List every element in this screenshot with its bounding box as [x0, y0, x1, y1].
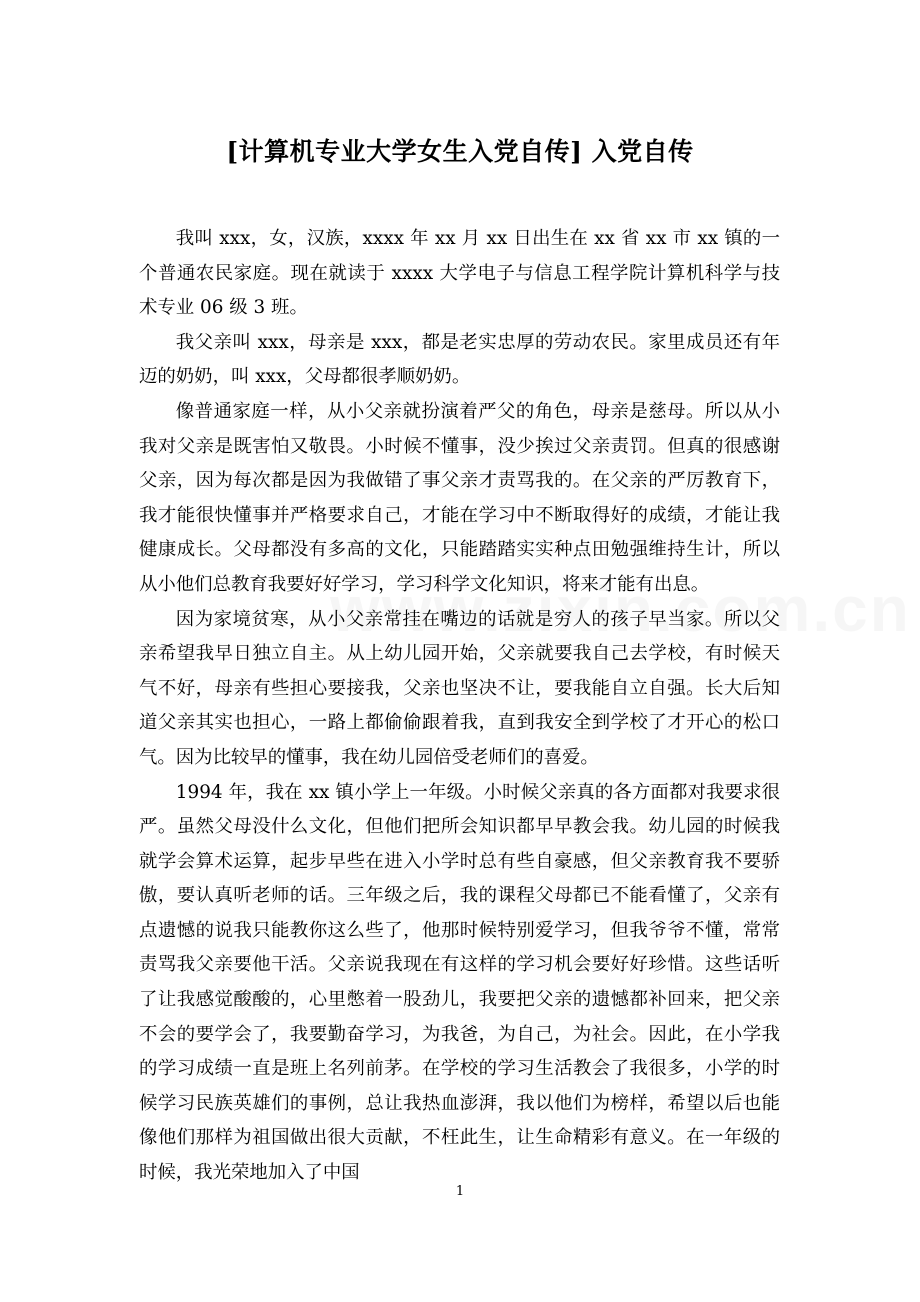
page-number: 1: [455, 1184, 465, 1199]
paragraph-3: 像普通家庭一样，从小父亲就扮演着严父的角色，母亲是慈母。所以从小我对父亲是既害怕又敬畏。小时候不懂事，没少挨过父亲责罚。但真的很感谢父亲，因为每次都是因为我做错了事父亲才责骂我的。在父亲的严厉教育下，我才能很快懂事并严格要求自己，才能在学习中不断取得好的成绩，才能让我健康成长。父母都没有多高的文化，只能踏踏实实种点田勉强维持生计，所以从小他们总教育我要好好学习，学习科学文化知识，将来才能有出息。: [139, 400, 780, 595]
paragraph-5: 1994 年，我在 xx 镇小学上一年级。小时候父亲真的各方面都对我要求很严。虽然父母没什么文化，但他们把所会知识都早早教会我。幼儿园的时候我就学会算术运算，起步早些在进入小学时总有些自豪感，但父亲教育我不要骄傲，要认真听老师的话。三年级之后，我的课程父母都已不能看懂了，父亲有点遗憾的说我只能教你这么些了，他那时候特别爱学习，但我爷爷不懂，常常责骂我父亲要他干活。父亲说我现在有这样的学习机会要好好珍惜。这些话听了让我感觉酸酸的，心里憋着一股劲儿，我要把父亲的遗憾都补回来，把父亲不会的要学会了，我要勤奋学习，为我爸，为自己，为社会。因此，在小学我的学习成绩一直是班上名列前茅。在学校的学习生活教会了我很多，小学的时候学习民族英雄们的事例，总让我热血澎湃，我以他们为榜样，希望以后也能像他们那样为祖国做出很大贡献，不枉此生，让生命精彩有意义。在一年级的时候，我光荣地加入了中国: [139, 781, 780, 1184]
document-title: [计算机专业大学女生入党自传] 入党自传: [226, 137, 694, 166]
document-body: [139, 222, 780, 1191]
paragraph-1: 我叫 xxx，女，汉族，xxxx 年 xx 月 xx 日出生在 xx 省 xx 市 xx 镇的一个普通农民家庭。现在就读于 xxxx 大学电子与信息工程学院计算机科学与技术专业 06 级 3 班。: [139, 228, 780, 319]
paragraph-4: 因为家境贫寒，从小父亲常挂在嘴边的话就是穷人的孩子早当家。所以父亲希望我早日独立自主。从上幼儿园开始，父亲就要我自己去学校，有时候天气不好，母亲有些担心要接我，父亲也坚决不让，要我能自立自强。长大后知道父亲其实也担心，一路上都偷偷跟着我，直到我安全到学校了才开心的松口气。因为比较早的懂事，我在幼儿园倍受老师们的喜爱。: [139, 608, 780, 768]
paragraph-2: 我父亲叫 xxx，母亲是 xxx，都是老实忠厚的劳动农民。家里成员还有年迈的奶奶，叫 xxx，父母都很孝顺奶奶。: [139, 331, 780, 388]
